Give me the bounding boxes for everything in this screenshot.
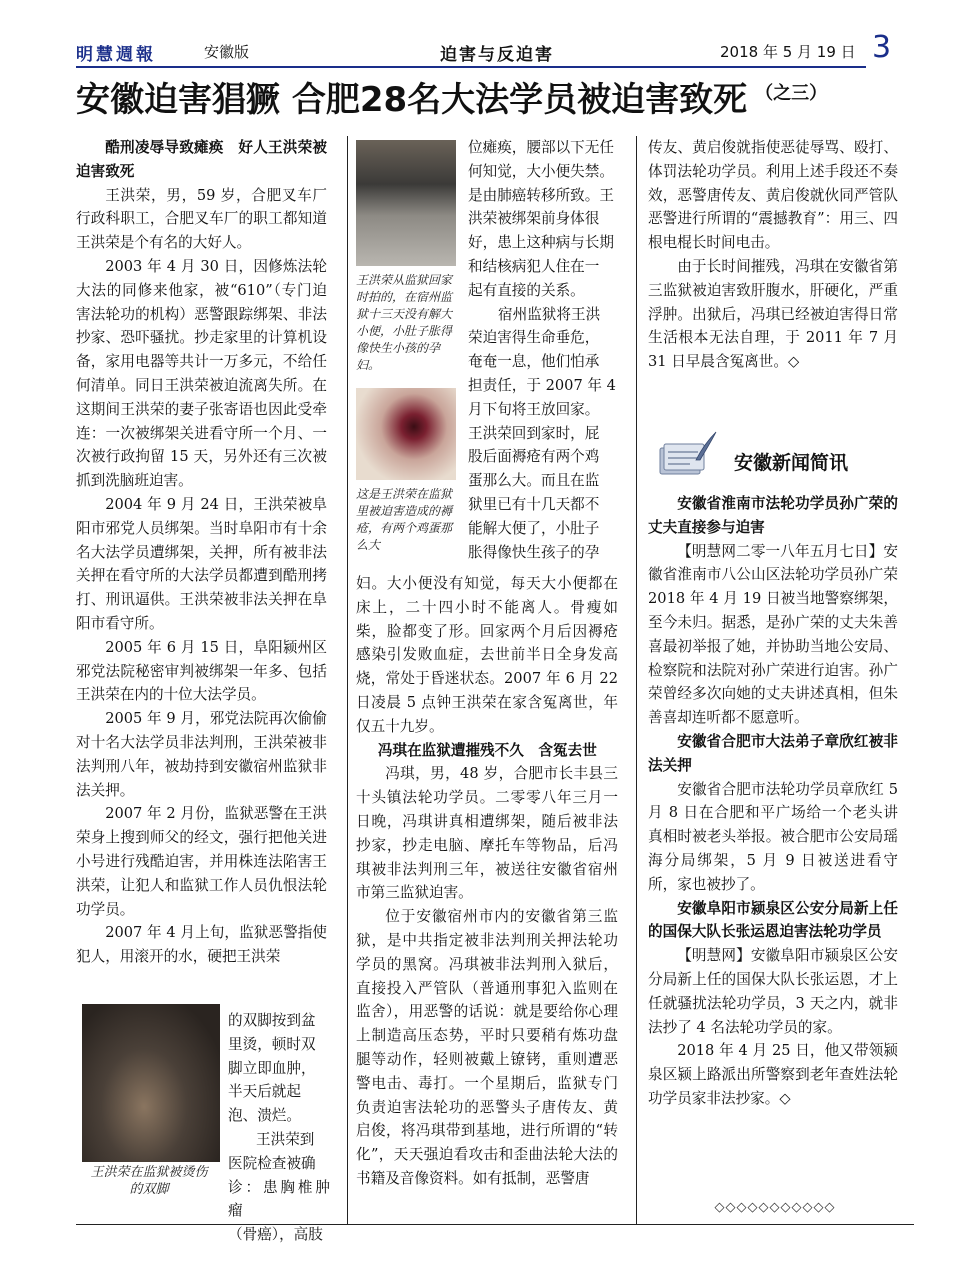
paper-name: 明慧週報 <box>76 45 156 65</box>
news-item-heading: 安徽省合肥市大法弟子章欣红被非法关押 <box>648 732 898 774</box>
title-main: 安徽迫害猖獗 合肥28名大法学员被迫害致死 <box>76 80 748 120</box>
wrap-line: 半天后就起 <box>228 1083 301 1101</box>
section-ornament: ◇◇◇◇◇◇◇◇◇◇◇ <box>714 1200 836 1215</box>
header-rule <box>76 66 866 68</box>
caption-photo2: 这是王洪荣在监狱里被迫害造成的褥疮，有两个鸡蛋那么大 <box>356 487 453 552</box>
col2-line: 月下旬将王放回家。 <box>468 400 600 418</box>
col2-line: 担责任，于 2007 年 4 <box>468 376 616 394</box>
article1-para-3: 2004 年 9 月 24 日，王洪荣被阜阳市邪党人员绑架。当时阜阳市有十余名大法学员遭绑架，关押，所有被非法关押在看守所的大法学员都遭到酷刑拷打、刑讯逼供。王洪荣被非法关押在阜阳市看守所。 <box>76 495 327 632</box>
edition-label: 安徽版 <box>204 43 250 61</box>
col2-line: 和结核病犯人住在一 <box>468 257 600 275</box>
news-item-body: 【明慧网二零一八年五月七日】安徽省淮南市八公山区法轮功学员孙广荣 2018 年 4 月 19 日被当地警察绑架，至今未归。据悉，是孙广荣的丈夫朱善喜最初举报了她，并协助当地公安局、检察院和法院对孙广荣进行迫害。孙广荣曾经多次向她的丈夫讲述真相，但朱善喜却连听都不愿意听。 <box>648 542 898 727</box>
caption-photo1: 王洪荣从监狱回家时拍的，在宿州监狱十三天没有解大小便，小肚子胀得像快生小孩的孕妇。 <box>356 273 453 372</box>
col2-line: 王洪荣回到家时，屁 <box>468 424 600 442</box>
article1-para-6: 2007 年 2 月份，监狱恶警在王洪荣身上搜到师父的经文，强行把他关进小号进行残酷迫害，并用株连法陷害王洪荣，让犯人和监狱工作人员仇恨法轮功学员。 <box>76 805 327 918</box>
article1-col2-full <box>356 572 618 1191</box>
article1-col1 <box>76 136 327 969</box>
article2-para-3: 传友、黄启俊就指使恶徒辱骂、殴打、体罚法轮功学员。利用上述手段还不奏效，恶警唐传友、黄启俊就伙同严管队恶警进行所谓的“震撼教育”：用三、四根电棍长时间电击。 <box>648 139 898 252</box>
article2-para-4: 由于长时间摧残，冯琪在安徽省第三监狱被迫害致肝腹水，肝硬化，严重浮肿。出狱后，冯琪已经被迫害得日常生活根本无法自理，于 2011 年 7 月 31 日早晨含冤离世。◇ <box>648 257 898 371</box>
col2-line: 起有直接的关系。 <box>468 281 585 299</box>
article2-heading: 冯琪在监狱遭摧残不久 含冤去世 <box>377 741 597 759</box>
article2-para-2: 位于安徽宿州市内的安徽省第三监狱，是中共指定被非法判刑关押法轮功学员的黑窝。冯琪被非法判刑入狱后，直接投入严管队（普通刑事犯入监则在监舍），用恶警的话说：就是要给你心理上制造高压态势，平时只要稍有炼功盘腿等动作，轻则被戴上镣铐，重则遭恶警电击、毒打。一个星期后，监狱专门负责迫害法轮功的恶警头子唐传友、黄启俊，将冯琪带到基地，进行所谓的“转化”，天天强迫看攻击和歪曲法轮大法的书籍及音像资料。如有抵制，恶警唐 <box>356 908 618 1187</box>
wrap-line: 诊：患胸椎肿瘤 <box>228 1178 330 1220</box>
newspaper-quill-icon <box>656 430 718 476</box>
wrap-line: 医院检查被确 <box>228 1154 316 1172</box>
photo-bedsore <box>356 388 456 480</box>
col2-line: 好，患上这种病与长期 <box>468 234 614 252</box>
col2-line: 是由肺癌转移所致。王 <box>468 186 614 204</box>
page-title <box>76 72 896 121</box>
news-list <box>648 492 898 1111</box>
article1-para-4: 2005 年 6 月 15 日，阜阳颍州区邪党法院秘密审判被绑架一年多、包括王洪荣在内的十位大法学员。 <box>76 638 327 704</box>
col2-line: 宿州监狱将王洪 <box>498 305 601 323</box>
article2-para-1: 冯琪，男，48 岁，合肥市长丰县三十头镇法轮功学员。二零零八年三月一日晚，冯琪讲真相遭绑架，随后被非法抄家，抄走电脑、摩托车等物品，后冯琪被非法判刑三年，被送往安徽省宿州市第三监狱迫害。 <box>356 765 618 902</box>
news-item-heading: 安徽阜阳市颍泉区公安分局新上任的国保大队长张运恩迫害法轮功学员 <box>648 899 898 941</box>
news-item-heading: 安徽省淮南市法轮功学员孙广荣的丈夫直接参与迫害 <box>648 495 898 536</box>
col2-line: 何知觉，大小便失禁。 <box>468 162 614 180</box>
news-item-body: 【明慧网】安徽阜阳市颍泉区公安分局新上任的国保大队长张运恩，才上任就骚扰法轮功学员，3 天之内，就非法抄了 4 名法轮功学员的家。 <box>648 947 898 1036</box>
col2-line: 洪荣被绑架前身体很 <box>468 210 600 228</box>
article1-tail: 妇。大小便没有知觉，每天大小便都在床上，二十四小时不能离人。骨瘦如柴，脸都变了形。回家两个月后因褥疮感染引发败血症，去世前半日全身发高烧，常处于昏迷状态。2007 年 6 月 22 日凌晨 5 点钟王洪荣在家含冤离世，年仅五十九岁。 <box>356 575 618 735</box>
col2-line: 狱里已有十几天都不 <box>468 495 600 513</box>
title-part: （之三） <box>755 82 828 104</box>
article2-col4 <box>648 136 898 374</box>
col2-line: 荣迫害得生命垂危， <box>468 329 600 347</box>
col2-line: 奄奄一息，他们怕承 <box>468 353 600 371</box>
caption-photo3: 王洪荣在监狱被烫伤的双脚 <box>90 1165 208 1197</box>
col2-line: 位瘫痪，腰部以下无任 <box>468 139 614 156</box>
article1-para-2: 2003 年 4 月 30 日，因修炼法轮大法的同修来他家，被“610”（专门迫害法轮功的机构）恶警跟踪绑架、非法抄家、恐吓骚扰。抄走家里的计算机设备，家用电器等共计一万多元，不给任何清单。同日王洪荣被迫流离失所。在这期间王洪荣的妻子张寄语也因此受牵连：一次被绑架关进看守所一个月、一次被行政拘留 15 天，另外还有三次被抓到洗脑班迫害。 <box>76 257 327 490</box>
photo-wang-hongrong <box>356 140 456 266</box>
news-section-title: 安徽新闻简讯 <box>734 452 849 474</box>
issue-date: 2018 年 5 月 19 日 <box>720 43 856 61</box>
wrap-line: 的双脚按到盆 <box>228 1012 316 1029</box>
article1-wrap <box>228 1009 330 1247</box>
article1-heading: 酷刑凌辱导致瘫痪 好人王洪荣被迫害致死 <box>76 139 327 180</box>
news-header <box>652 428 902 488</box>
news-item-body: 2018 年 4 月 25 日，他又带领颍泉区颍上路派出所警察到老年查姓法轮功学员家非法抄家。◇ <box>648 1042 898 1107</box>
wrap-line: 泡、溃烂。 <box>228 1107 301 1125</box>
wrap-line: （骨癌），高肢 <box>228 1226 323 1244</box>
wrap-line: 王洪荣到 <box>256 1130 315 1148</box>
col2-line: 股后面褥疮有两个鸡 <box>468 448 600 466</box>
news-item-body: 安徽省合肥市法轮功学员章欣红 5 月 8 日在合肥和平广场给一个老头讲真相时被老头举报。被合肥市公安局瑶海分局绑架，5 月 9 日被送进看守所，家也被抄了。 <box>648 780 898 893</box>
article1-para-5: 2005 年 9 月，邪党法院再次偷偷对十名大法学员非法判刑，王洪荣被非法判刑八年，被劫持到安徽宿州监狱非法关押。 <box>76 710 327 799</box>
col2-line: 胀得像快生孩子的孕 <box>468 543 600 561</box>
wrap-line: 脚立即血肿， <box>228 1059 316 1077</box>
section-label: 迫害与反迫害 <box>440 45 554 65</box>
column-divider <box>347 136 348 1224</box>
bottom-rule <box>76 1224 914 1225</box>
article1-para-7: 2007 年 4 月上旬，监狱恶警指使犯人，用滚开的水，硬把王洪荣 <box>76 924 327 966</box>
article1-para-1: 王洪荣，男，59 岁，合肥叉车厂行政科职工，合肥叉车厂的职工都知道王洪荣是个有名的大好人。 <box>76 186 327 252</box>
photo-scalded-feet <box>82 1004 220 1162</box>
col2-line: 能解大便了，小肚子 <box>468 519 600 537</box>
page-number: 3 <box>872 30 892 65</box>
wrap-line: 里烫，顿时双 <box>228 1035 316 1053</box>
col2-line: 蛋那么大。而且在监 <box>468 472 600 490</box>
article1-col2-narrow <box>468 136 620 564</box>
column-divider <box>636 136 637 1224</box>
